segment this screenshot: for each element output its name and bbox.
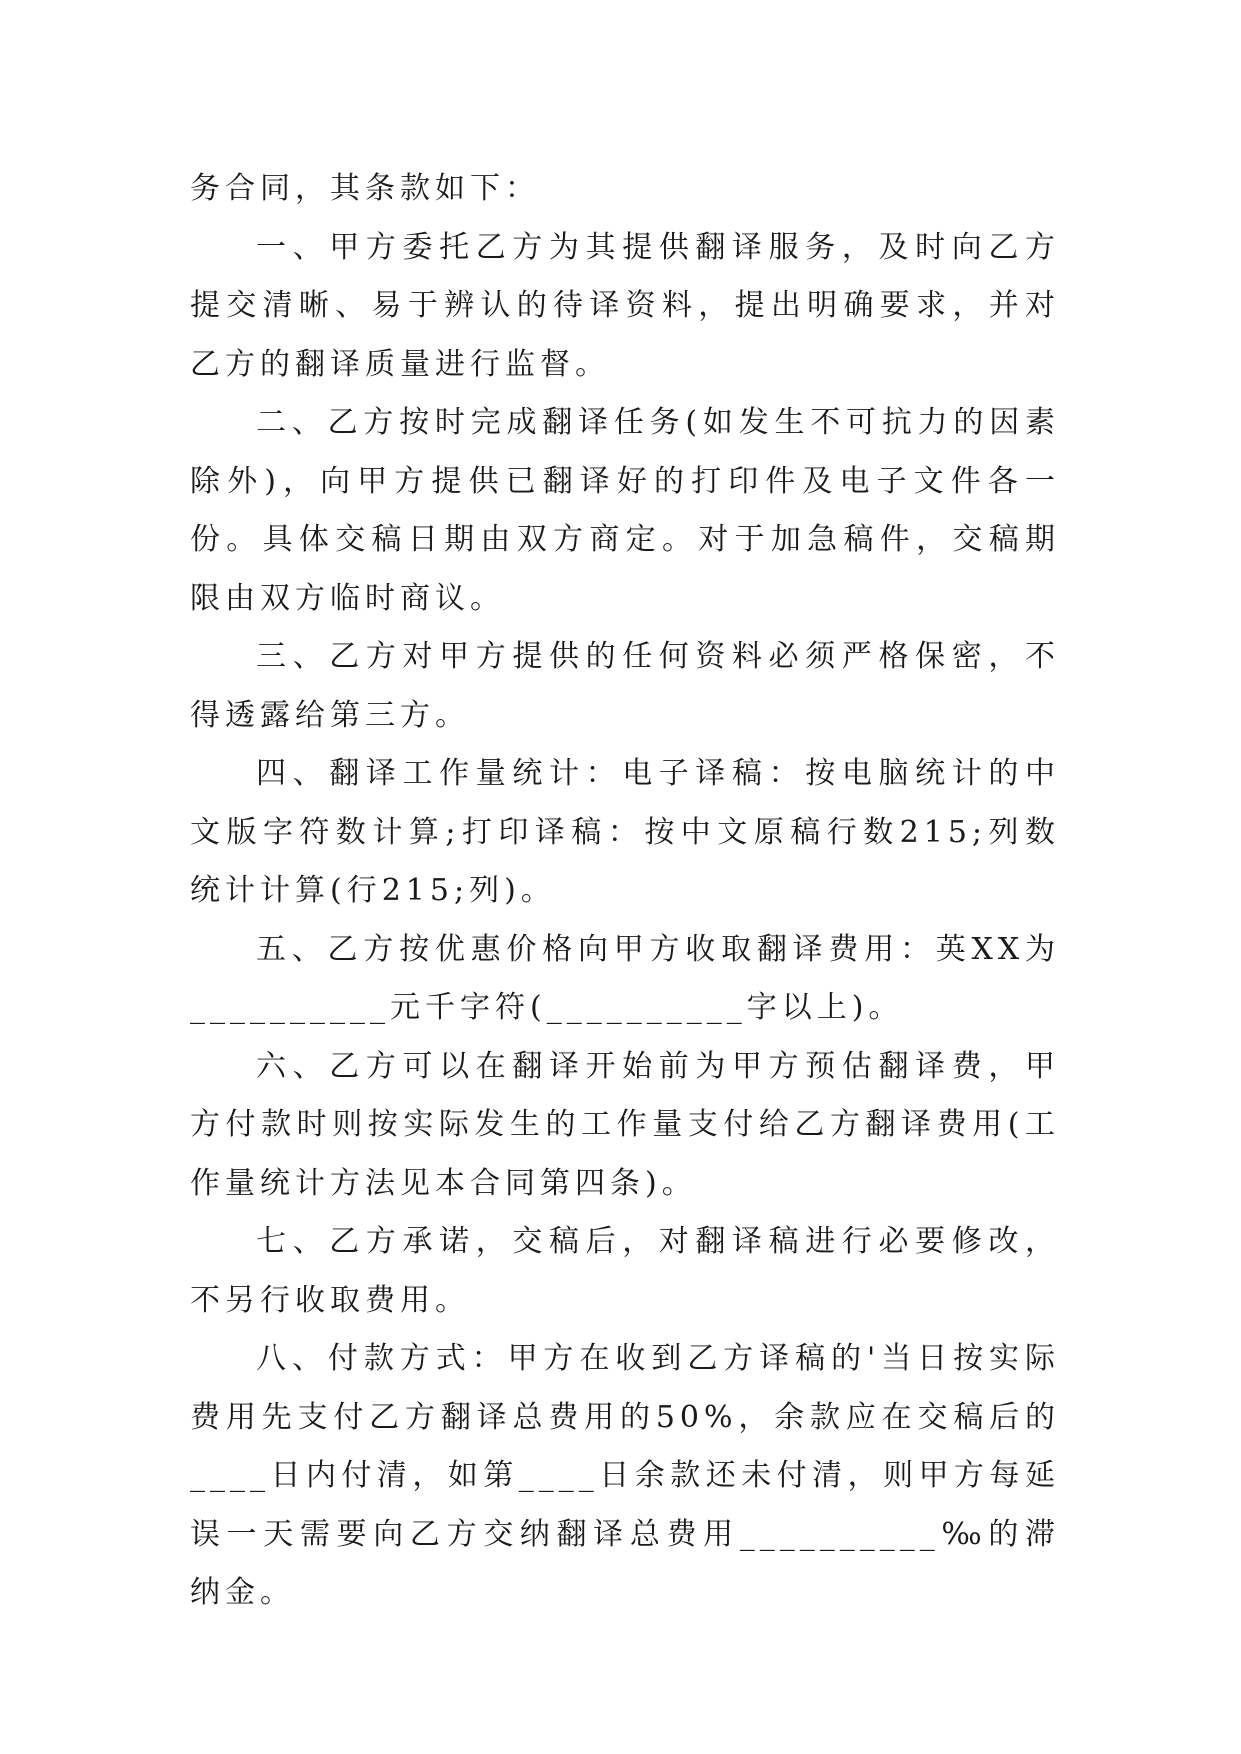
- clause-1: 一、甲方委托乙方为其提供翻译服务，及时向乙方提交清晰、易于辨认的待译资料，提出明确要求，并对乙方的翻译质量进行监督。: [190, 229, 1060, 382]
- clause-8: 八、付款方式：甲方在收到乙方译稿的'当日按实际费用先支付乙方翻译总费用的50%，余款应在交稿后的____日内付清，如第____日余款还未付清，则甲方每延误一天需要向乙方交纳翻译总费用__________‰的滞纳金。: [190, 1341, 1060, 1610]
- clause-3: 三、乙方对甲方提供的任何资料必须严格保密，不得透露给第三方。: [190, 639, 1060, 733]
- intro-line: 务合同，其条款如下：: [190, 171, 540, 206]
- clause-6: 六、乙方可以在翻译开始前为甲方预估翻译费，甲方付款时则按实际发生的工作量支付给乙方翻译费用(工作量统计方法见本合同第四条)。: [190, 1048, 1060, 1201]
- clause-2: 二、乙方按时完成翻译任务(如发生不可抗力的因素除外)，向甲方提供已翻译好的打印件及电子文件各一份。具体交稿日期由双方商定。对于加急稿件，交稿期限由双方临时商议。: [190, 405, 1060, 616]
- clause-4: 四、翻译工作量统计：电子译稿：按电脑统计的中文版字符数计算;打印译稿：按中文原稿行数215;列数统计计算(行215;列)。: [190, 756, 1060, 908]
- clause-5: 五、乙方按优惠价格向甲方收取翻译费用：英XX为__________元千字符(__________字以上)。: [190, 931, 1060, 1025]
- clause-7: 七、乙方承诺，交稿后，对翻译稿进行必要修改，不另行收取费用。: [190, 1224, 1060, 1318]
- contract-body: [190, 160, 1060, 1623]
